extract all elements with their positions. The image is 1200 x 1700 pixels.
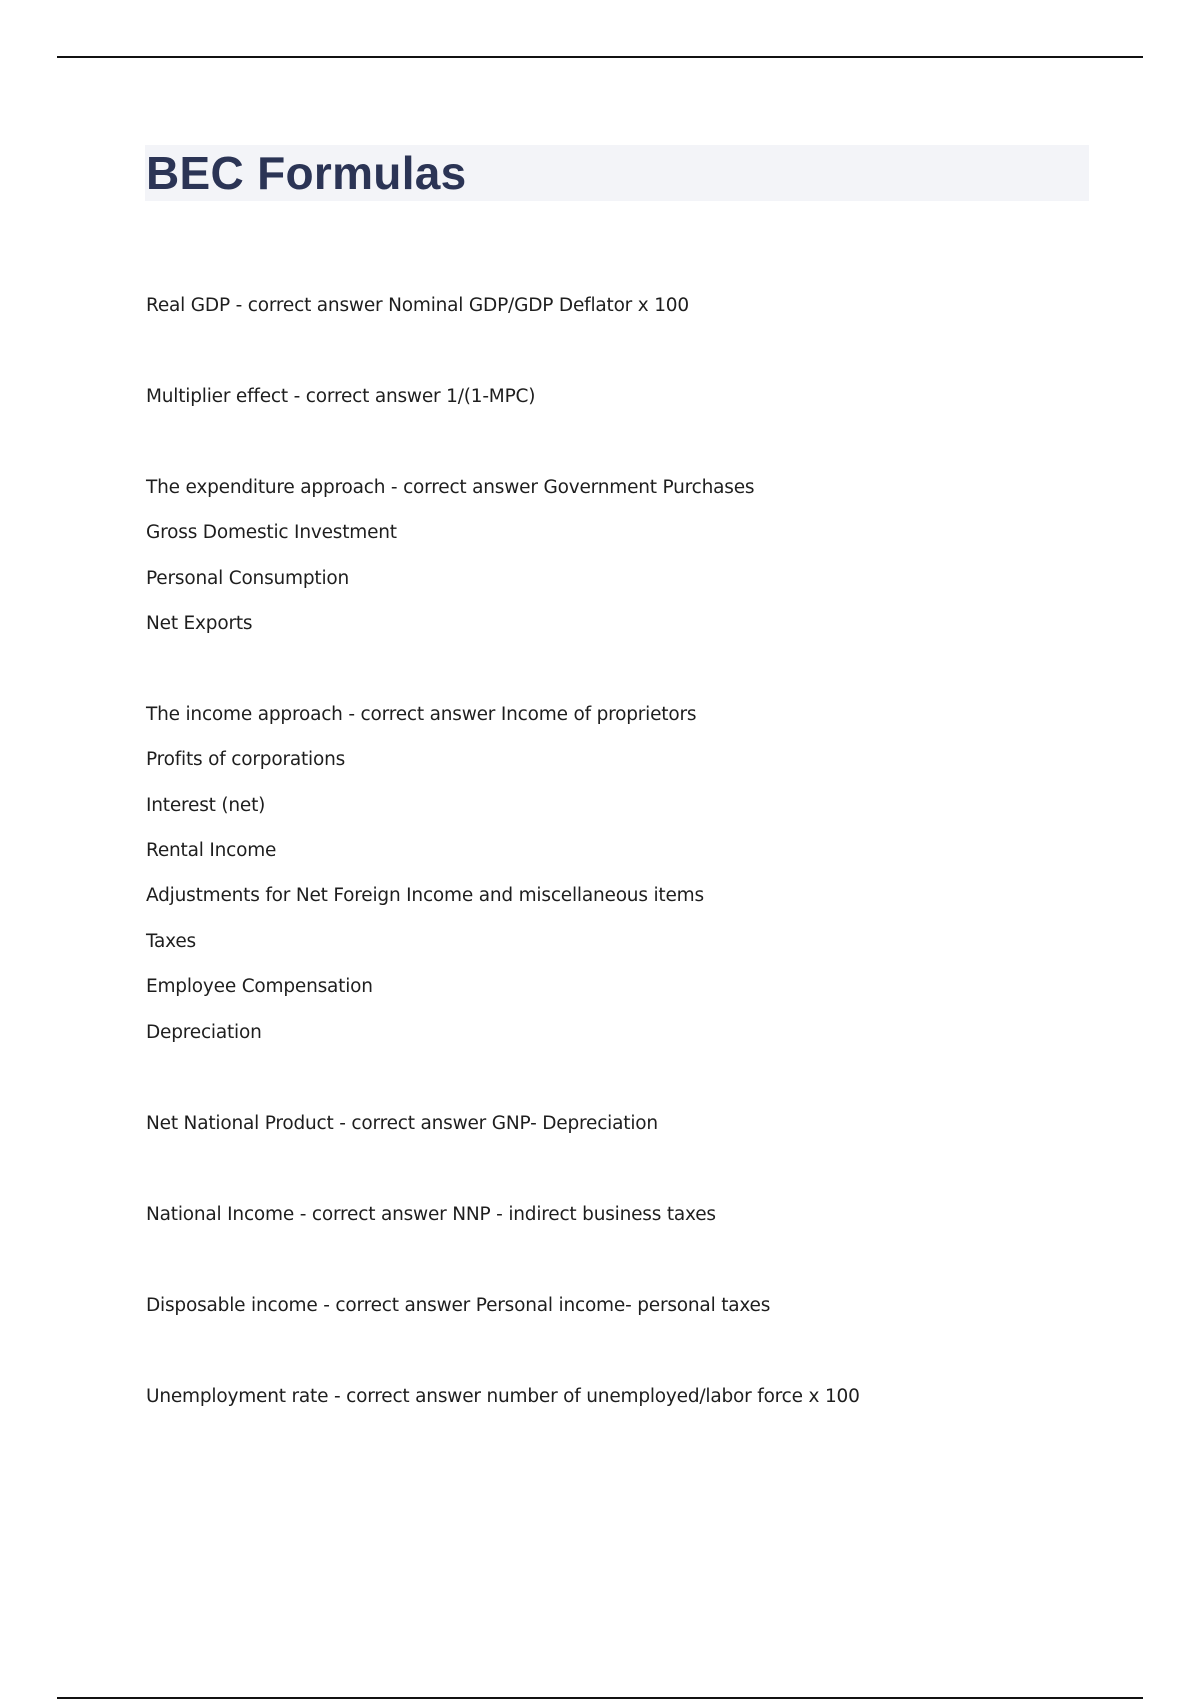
continuation-line: Interest (net) xyxy=(146,795,266,816)
continuation-line: Profits of corporations xyxy=(146,749,346,770)
entry-term: National Income xyxy=(146,1204,295,1225)
entry-term: The income approach xyxy=(146,704,343,725)
continuation-line: Net Exports xyxy=(146,613,253,634)
entry-separator: - correct answer xyxy=(385,477,544,498)
continuation-line: Personal Consumption xyxy=(146,568,350,589)
entry-answer: NNP - indirect business taxes xyxy=(452,1204,716,1225)
entry-answer: Personal income- personal taxes xyxy=(475,1295,771,1316)
top-rule xyxy=(57,56,1143,58)
list-item-multiplier-effect xyxy=(146,385,535,409)
entry-separator: - correct answer xyxy=(287,386,447,407)
entry-separator: - correct answer xyxy=(342,704,501,725)
continuation-line: Gross Domestic Investment xyxy=(146,522,397,543)
entry-term: Multiplier effect xyxy=(146,386,288,407)
list-item-disposable-income xyxy=(146,1294,770,1318)
bottom-rule xyxy=(57,1697,1143,1699)
entry-term: Unemployment rate xyxy=(146,1386,329,1407)
entry-term: Real GDP xyxy=(146,295,230,316)
list-item-net-national-product xyxy=(146,1112,658,1136)
entry-separator: - correct answer xyxy=(328,1386,487,1407)
entry-term: Disposable income xyxy=(146,1295,318,1316)
continuation-line: Taxes xyxy=(146,931,196,952)
list-item-national-income xyxy=(146,1203,716,1227)
entry-separator: - correct answer xyxy=(294,1204,453,1225)
entry-answer: Income of proprietors xyxy=(500,704,697,725)
list-item-real-gdp xyxy=(146,294,689,318)
entry-term: The expenditure approach xyxy=(146,477,386,498)
list-item-unemployment-rate xyxy=(146,1385,860,1409)
list-item-income-approach xyxy=(146,703,696,727)
entry-term: Net National Product xyxy=(146,1113,334,1134)
entry-answer: Government Purchases xyxy=(543,477,755,498)
continuation-line: Adjustments for Net Foreign Income and miscellaneous items xyxy=(146,885,704,906)
page-title: BEC Formulas xyxy=(146,147,467,199)
entry-answer: 1/(1-MPC) xyxy=(446,386,536,407)
continuation-line: Depreciation xyxy=(146,1022,262,1043)
continuation-line: Rental Income xyxy=(146,840,277,861)
entry-separator: - correct answer xyxy=(333,1113,492,1134)
entry-separator: - correct answer xyxy=(229,295,389,316)
entry-answer: GNP- Depreciation xyxy=(491,1113,658,1134)
entry-separator: - correct answer xyxy=(317,1295,476,1316)
continuation-line: Employee Compensation xyxy=(146,976,373,997)
entry-answer: number of unemployed/labor force x 100 xyxy=(486,1386,860,1407)
list-item-expenditure-approach xyxy=(146,476,754,500)
entry-answer: Nominal GDP/GDP Deflator x 100 xyxy=(388,295,689,316)
